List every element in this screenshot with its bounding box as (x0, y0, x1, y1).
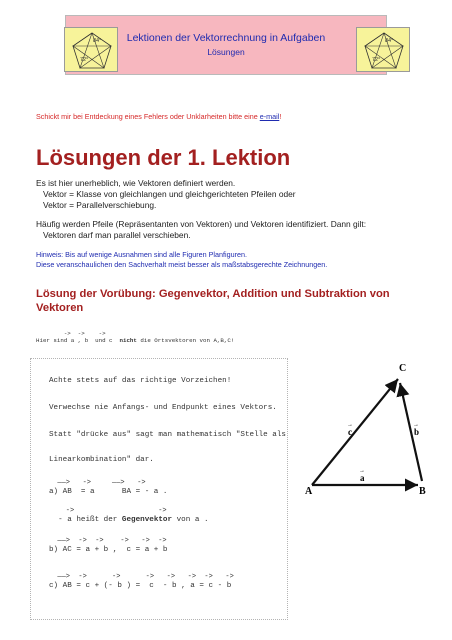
svg-text:84°: 84° (385, 38, 394, 44)
svg-text:→: → (413, 422, 419, 428)
code-line: Statt "drücke aus" sagt man mathematisch "Stelle als (49, 431, 286, 439)
code-line: Verwechse nie Anfangs- und Endpunkt eines Vektors. (49, 404, 277, 412)
solution-box (30, 358, 288, 620)
vector-note: -> -> -> Hier sind a , b und c nicht die Ortsvektoren von A,B,C! (36, 330, 235, 344)
point-b-label: B (419, 486, 426, 497)
svg-text:→: → (359, 468, 365, 474)
code-arrows: ——> -> -> -> -> -> (49, 537, 167, 545)
banner-title: Lektionen der Vektorrechnung in Aufgaben (126, 32, 326, 44)
email-link[interactable]: e-mail (259, 112, 280, 121)
code-line: Achte stets auf das richtige Vorzeichen! (49, 377, 232, 385)
identify-text: Häufig werden Pfeile (Repräsentanten von Vektoren) und Vektoren identifiziert. Dann gilt: Vektoren darf man parallel verschieben. (36, 219, 367, 240)
section-title: Lösung der Vorübung: Gegenvektor, Addition und Subtraktion von Vektoren (36, 288, 390, 314)
point-c-label: C (399, 363, 407, 374)
code-arrows: ——> -> ——> -> (49, 479, 146, 487)
svg-text:→: → (347, 422, 353, 428)
contact-note: Schickt mir bei Entdeckung eines Fehlers oder Unklarheiten bitte eine e-mail! (36, 112, 282, 121)
vector-b-label: b (414, 427, 420, 437)
svg-text:84°: 84° (93, 38, 102, 44)
code-line: a) AB = a BA = - a . (49, 488, 168, 496)
code-arrows: -> -> (49, 507, 167, 515)
vector-a-label: a (360, 473, 365, 483)
vector-triangle-figure (300, 357, 450, 507)
pentagon-icon (65, 28, 119, 73)
intro-text: Es ist hier unerheblich, wie Vektoren definiert werden. Vektor = Klasse von gleichlangen und gleichgerichteten Pfeilen oder Vektor = Parallelverschiebung. (36, 178, 296, 210)
code-arrows: ——> -> -> -> -> -> -> -> (49, 573, 234, 581)
hint-text: Hinweis: Bis auf wenige Ausnahmen sind alle Figuren Planfiguren. Diese veranschaulichen den Sachverhalt meist besser als maßstabsgerechte Zeichnungen. (36, 250, 328, 269)
page-title: Lösungen der 1. Lektion (36, 145, 291, 170)
point-a-label: A (305, 486, 313, 497)
svg-text:72°: 72° (80, 57, 89, 63)
code-line: Linearkombination" dar. (49, 456, 154, 464)
code-line: - a heißt der Gegenvektor von a . (49, 516, 209, 524)
pentagon-logo-right (356, 27, 410, 72)
vector-c-label: c (348, 427, 352, 437)
code-line: c) AB = c + (- b ) = c - b , a = c - b (49, 582, 232, 590)
pentagon-icon (357, 28, 411, 73)
pentagon-logo-left (64, 27, 118, 72)
svg-text:72°: 72° (372, 57, 381, 63)
banner-subtitle: Lösungen (207, 47, 245, 57)
code-line: b) AC = a + b , c = a + b (49, 546, 168, 554)
vector-c-arrow (312, 379, 398, 485)
